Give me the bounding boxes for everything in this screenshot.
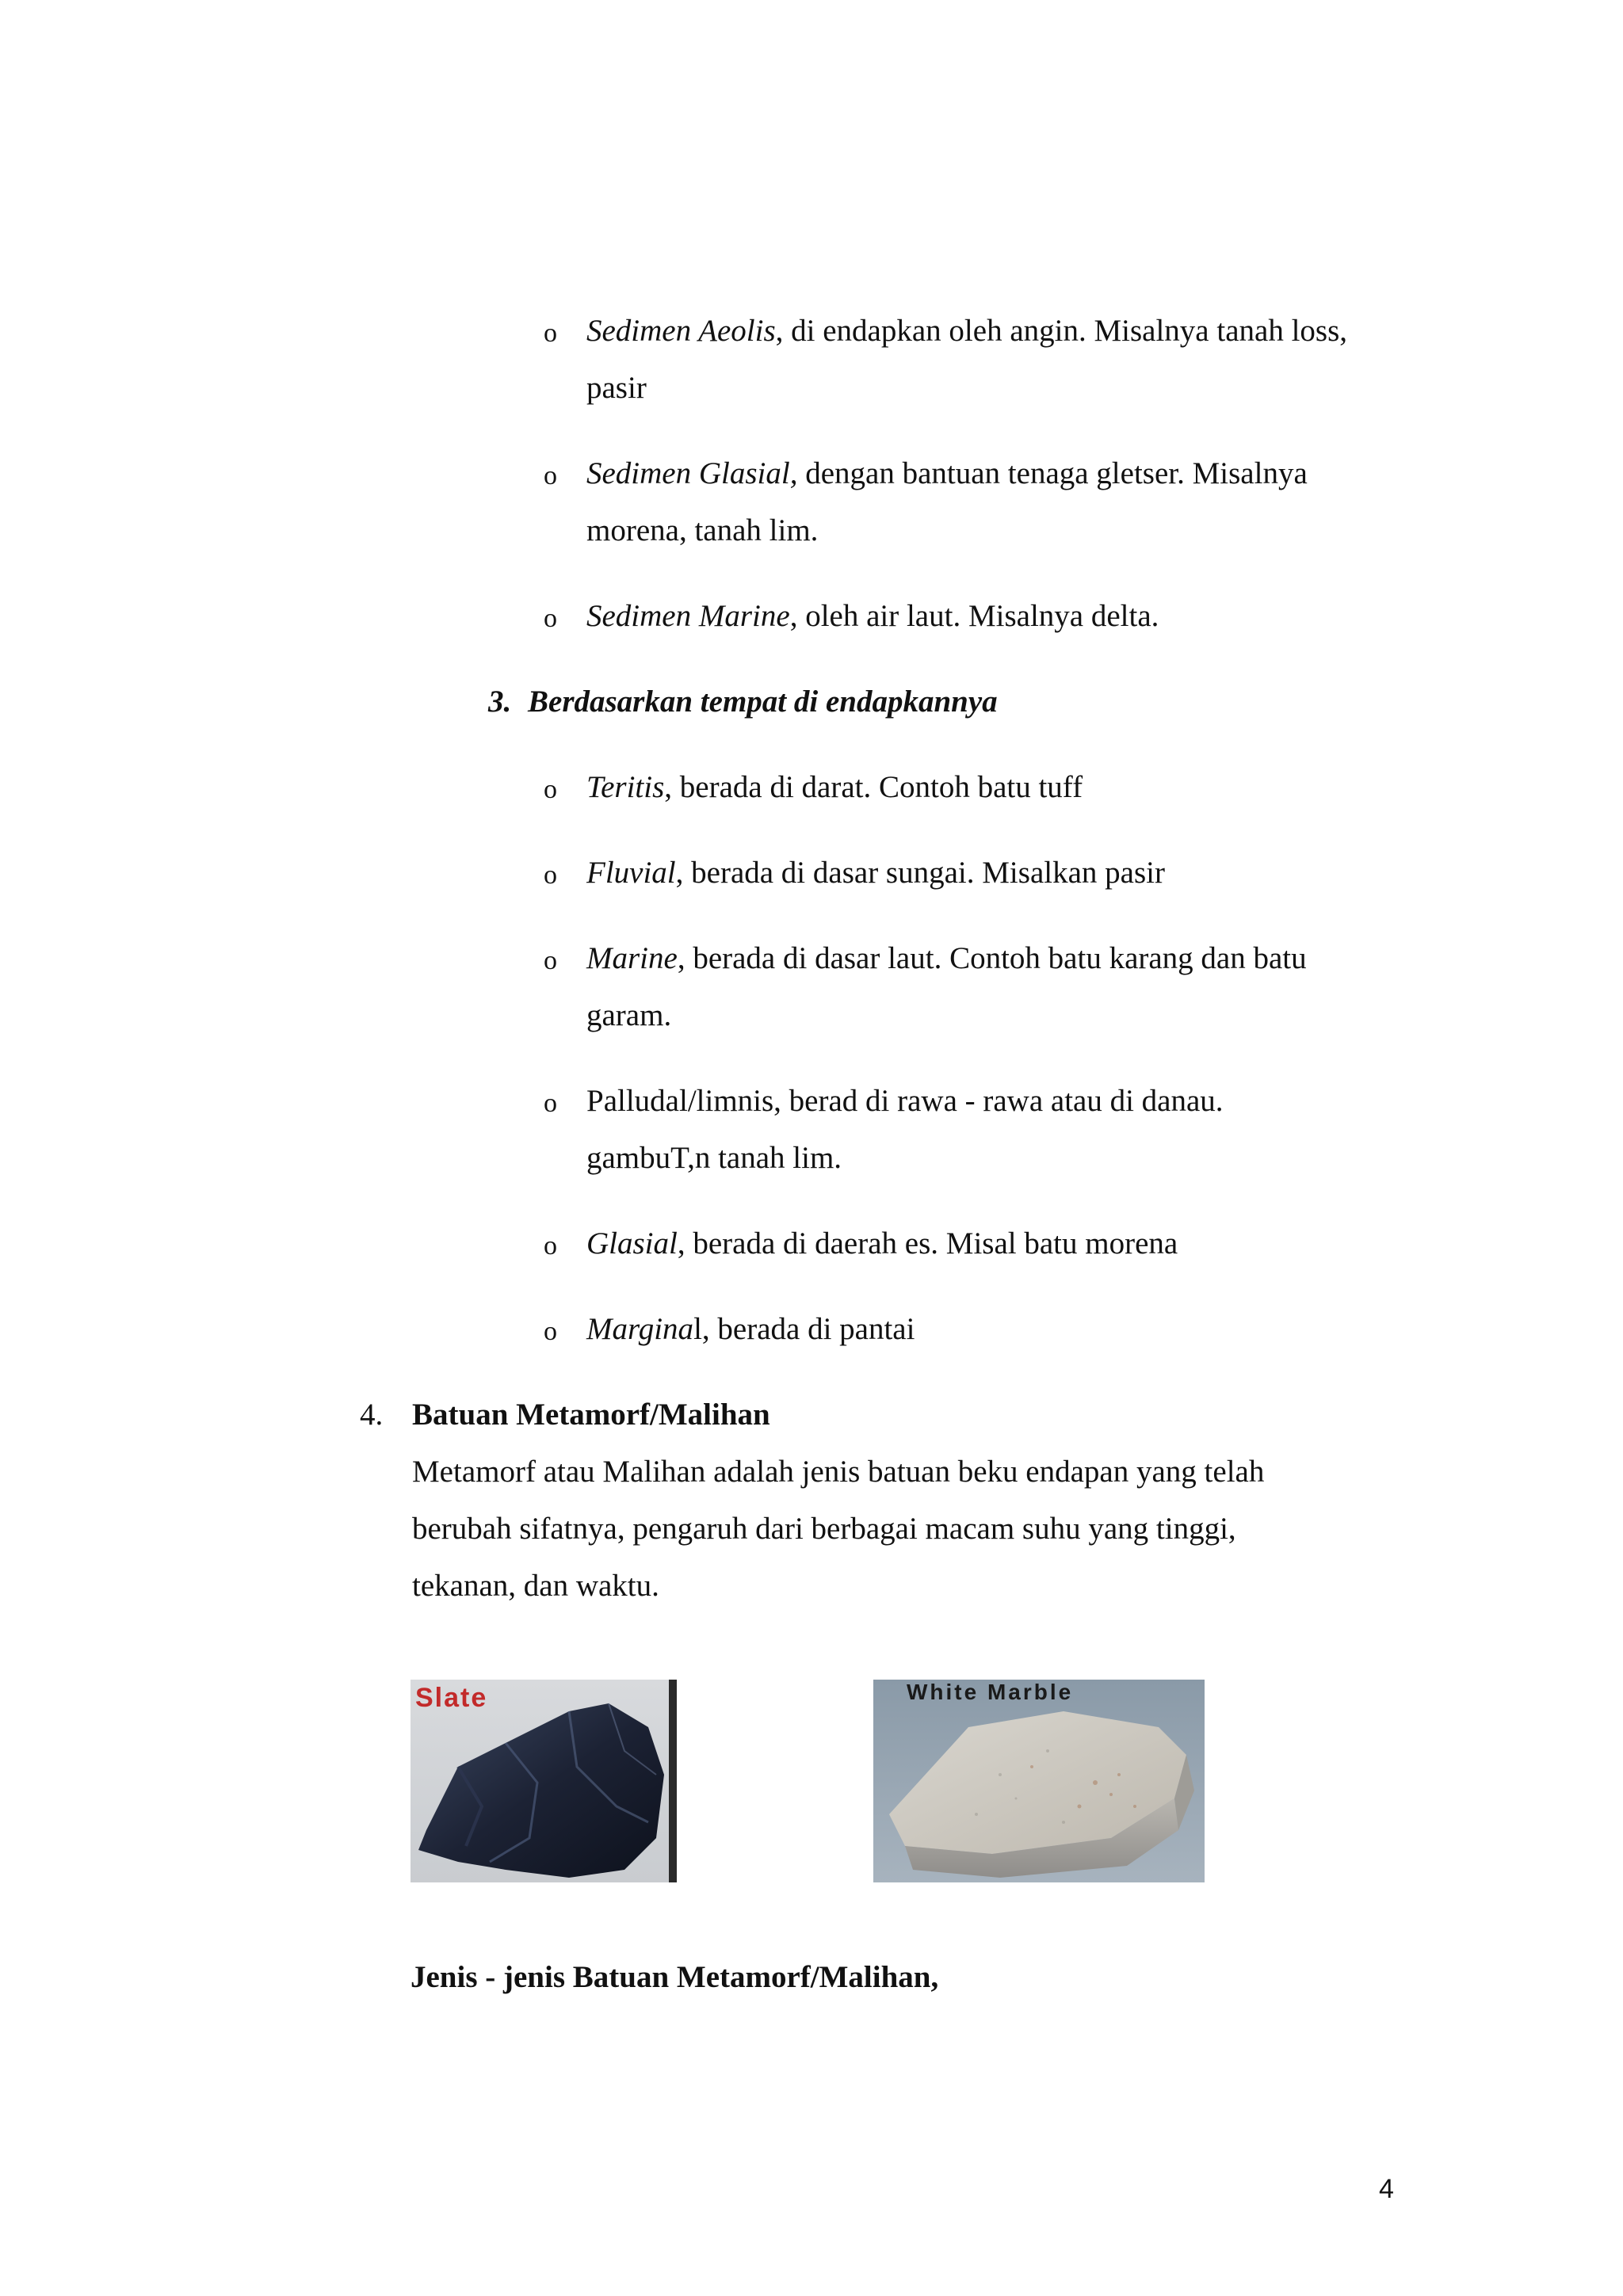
bullet-marker: o: [544, 461, 557, 490]
section-4-paragraph-line: Metamorf atau Malihan adalah jenis batuan beku endapan yang telah: [412, 1455, 1265, 1489]
description: , oleh air laut. Misalnya delta.: [789, 599, 1159, 633]
sedimen-item-aeolis: [586, 315, 1347, 346]
tempat-item-marginal: [586, 1314, 915, 1344]
sedimen-item-marine: [586, 601, 1159, 631]
white-marble-rock-image: [873, 1680, 1205, 1882]
bullet-marker: o: [544, 604, 557, 633]
term: Teritis: [586, 770, 665, 804]
bullet-marker: o: [544, 946, 557, 975]
bullet-marker: o: [544, 1089, 557, 1118]
description: , berada di dasar laut. Contoh batu karang dan batu: [677, 941, 1307, 975]
term: Sedimen Marine: [586, 599, 790, 633]
description: l, berada di pantai: [693, 1312, 915, 1346]
section-4-paragraph-line: berubah sifatnya, pengaruh dari berbagai macam suhu yang tinggi,: [412, 1512, 1236, 1546]
term: Marine: [586, 941, 678, 975]
tempat-item-marine: [586, 943, 1307, 974]
bullet-marker: o: [544, 1317, 557, 1346]
tempat-item-fluvial: [586, 857, 1165, 888]
section-3-heading: Berdasarkan tempat di endapkannya: [528, 685, 998, 719]
metamorf-types-heading: Jenis - jenis Batuan Metamorf/Malihan,: [411, 1960, 939, 1994]
bullet-marker: o: [544, 318, 557, 348]
description: dengan bantuan tenaga gletser. Misalnya: [797, 456, 1308, 490]
section-4-number: 4.: [360, 1398, 384, 1432]
bullet-marker: o: [544, 860, 557, 890]
slate-rock-image: [411, 1680, 677, 1882]
section-4-paragraph-line: tekanan, dan waktu.: [412, 1569, 659, 1603]
tempat-item-palludal: Palludal/limnis, berad di rawa - rawa atau di danau.: [586, 1084, 1224, 1118]
section-4-heading: Batuan Metamorf/Malihan: [412, 1398, 770, 1432]
tempat-item-glasial: [586, 1228, 1178, 1259]
term: Glasial: [586, 1226, 678, 1261]
bullet-marker: o: [544, 775, 557, 804]
term: Sedimen Aeolis: [586, 314, 776, 348]
tempat-item-palludal-cont: gambuT,n tanah lim.: [586, 1141, 842, 1175]
sedimen-item-aeolis-cont: pasir: [586, 371, 647, 405]
term: Sedimen Glasial,: [586, 456, 798, 490]
slate-label: Slate: [415, 1683, 488, 1713]
term: Fluvial: [586, 856, 676, 890]
bullet-marker: o: [544, 1231, 557, 1261]
section-3-number: 3.: [488, 685, 512, 719]
tempat-item-teritis: [586, 772, 1083, 803]
description: , berada di darat. Contoh batu tuff: [664, 770, 1083, 804]
tempat-item-marine-cont: garam.: [586, 998, 672, 1032]
term: Margina: [586, 1312, 694, 1346]
description: , berada di dasar sungai. Misalkan pasir: [675, 856, 1165, 890]
sedimen-item-glasial: [586, 458, 1308, 489]
description: , di endapkan oleh angin. Misalnya tanah loss,: [775, 314, 1348, 348]
sedimen-item-glasial-cont: morena, tanah lim.: [586, 513, 819, 547]
description: , berada di daerah es. Misal batu morena: [677, 1226, 1178, 1261]
white-marble-label: White Marble: [907, 1680, 1074, 1704]
page-number: 4: [1379, 2174, 1394, 2204]
white-marble-rock-graphic: [873, 1680, 1205, 1882]
